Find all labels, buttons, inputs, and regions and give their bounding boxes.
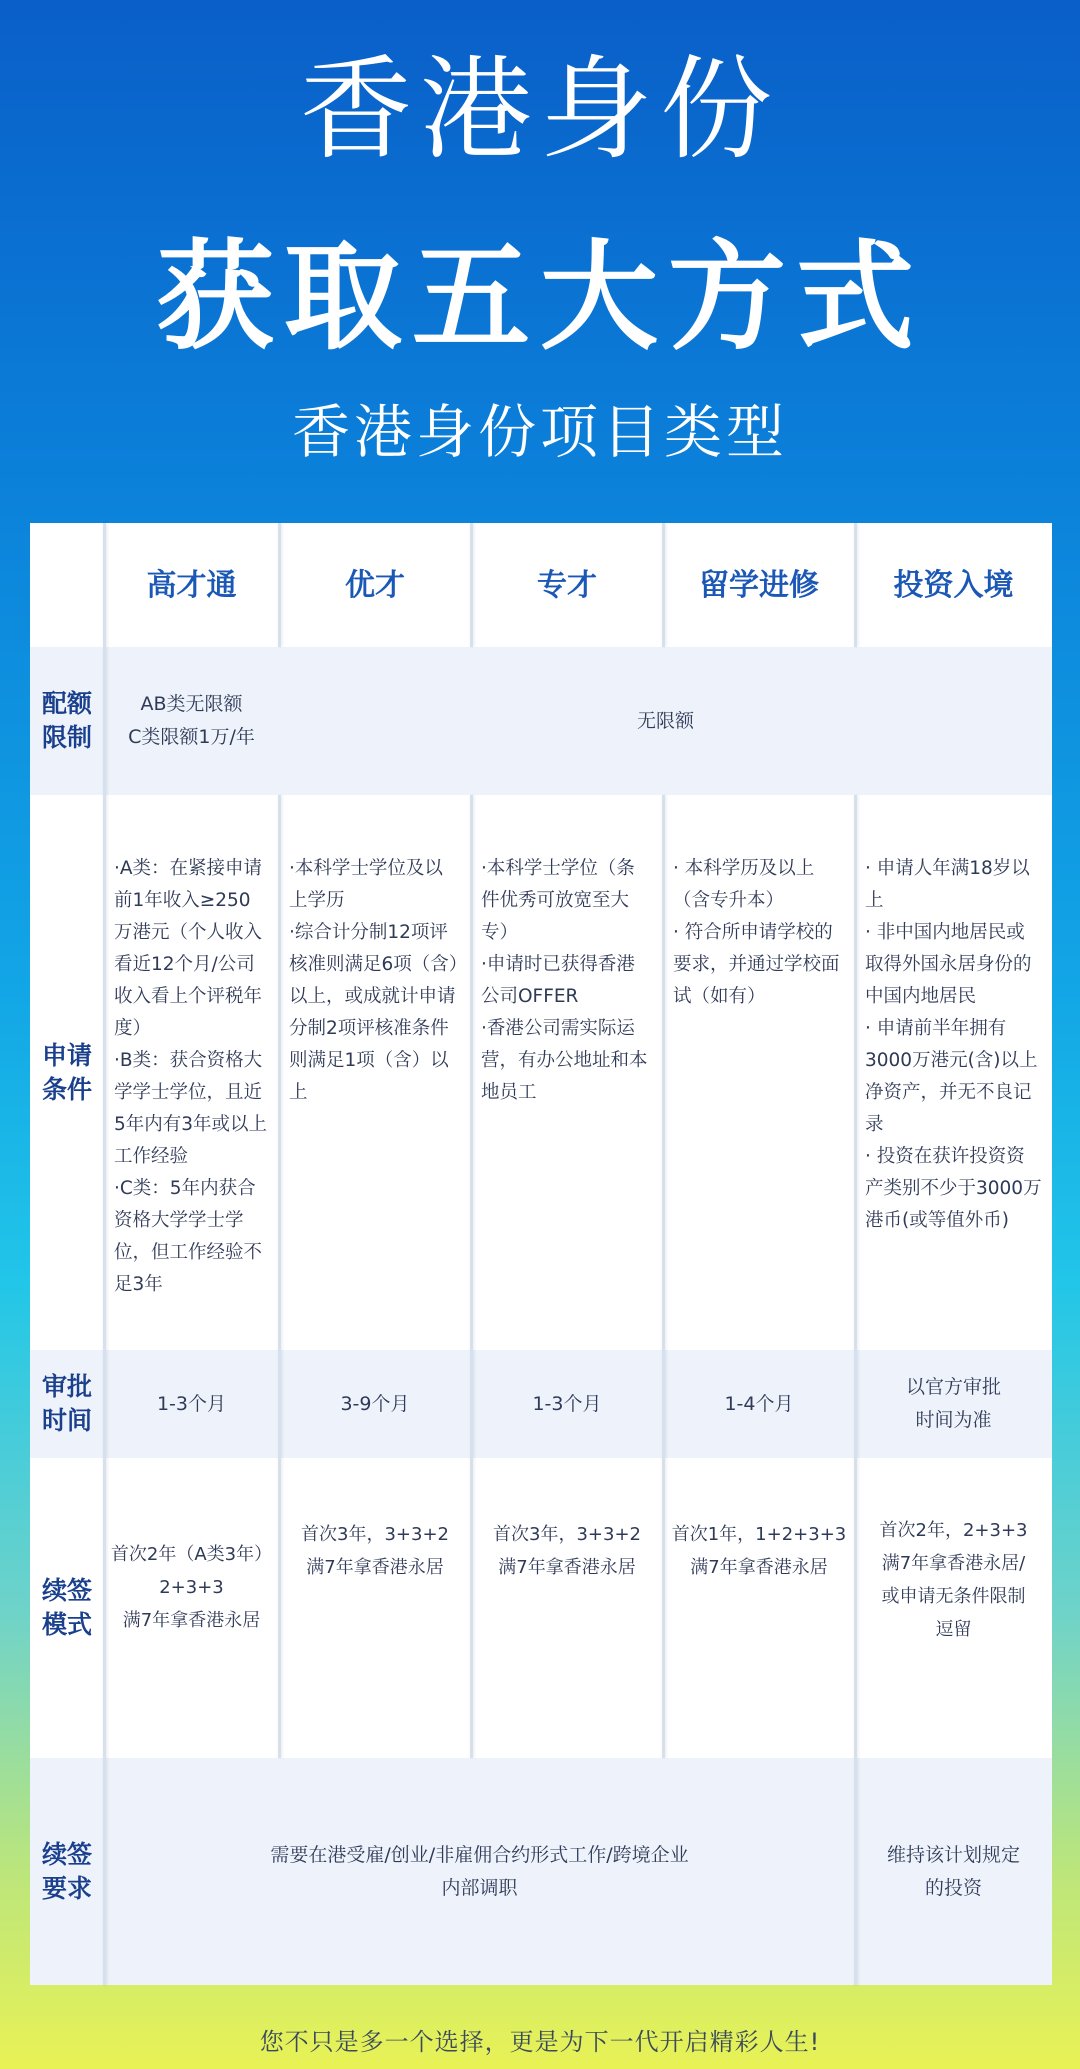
title-line-1: 香港身份 <box>300 45 780 175</box>
cell-quota-gaotaitong: AB类无限额 C类限额1万/年 <box>104 647 279 795</box>
subtitle: 香港身份项目类型 <box>291 398 788 466</box>
comparison-table <box>30 523 1052 1985</box>
poster-header <box>0 0 1080 520</box>
cell-approval-gaotaitong: 1-3个月 <box>104 1350 279 1458</box>
cell-conditions-gaotaitong: ·A类：在紧接申请前1年收入≥250万港元（个人收入看近12个月/公司收入看上个评税年度） ·B类：获合资格大学学士学位，且近5年内有3年或以上工作经验 ·C类：5年内获合资格大学学士学位，但工作经验不足3年 <box>114 858 268 1295</box>
row-header-conditions: 申请 条件 <box>41 1040 92 1104</box>
row-header-renewal-mode: 续签 模式 <box>41 1576 92 1639</box>
cell-conditions-liuxue: · 本科学历及以上（含专升本） · 符合所申请学校的要求，并通过学校面试（如有） <box>673 858 840 1007</box>
cell-conditions-youcai: ·本科学士学位及以上学历 ·综合计分制12项评核准则满足6项（含）以上，或成就计申请分制2项评核准条件则满足1项（含）以上 <box>289 858 459 1103</box>
cell-renewal-mode-gaotaitong: 首次2年（A类3年） 2+3+3 满7年拿香港永居 <box>110 1544 273 1631</box>
col-header-touzi: 投资入境 <box>893 567 1014 603</box>
cell-renewal-mode-liuxue: 首次1年，1+2+3+3 满7年拿香港永居 <box>671 1524 847 1578</box>
cell-renewal-req-touzi: 维持该计划规定 的投资 <box>855 1758 1052 1985</box>
col-header-liuxue: 留学进修 <box>699 567 819 603</box>
cell-renewal-req-shared: 需要在港受雇/创业/非雇佣合约形式工作/跨境企业 内部调职 <box>104 1758 855 1985</box>
col-header-zhuancai: 专才 <box>537 567 597 603</box>
divider <box>470 795 473 1758</box>
col-header-gaotaitong: 高才通 <box>146 567 237 603</box>
corner-cell <box>30 523 104 647</box>
cell-renewal-mode-youcai: 首次3年，3+3+2 满7年拿香港永居 <box>301 1524 449 1578</box>
cell-quota-others: 无限额 <box>279 647 1052 795</box>
cell-approval-liuxue: 1-4个月 <box>663 1350 855 1458</box>
divider <box>470 523 473 647</box>
divider <box>854 523 857 647</box>
divider <box>103 523 106 1985</box>
cell-conditions-touzi: · 申请人年满18岁以上 · 非中国内地居民或取得外国永居身份的中国内地居民 · 申请前半年拥有3000万港元(含)以上净资产，并无不良记录 · 投资在获许投资资产类别不少于3000万港币(或等值外币) <box>865 858 1042 1231</box>
row-header-renewal-req: 续签 要求 <box>30 1758 104 1985</box>
divider <box>662 523 665 647</box>
divider <box>662 795 665 1758</box>
cell-conditions-zhuancai: ·本科学士学位（条件优秀可放宽至大专） ·申请时已获得香港公司OFFER ·香港公司需实际运营，有办公地址和本地员工 <box>481 858 648 1103</box>
cell-approval-zhuancai: 1-3个月 <box>471 1350 663 1458</box>
divider <box>278 523 281 647</box>
cell-renewal-mode-zhuancai: 首次3年，3+3+2 满7年拿香港永居 <box>493 1524 641 1578</box>
footer-slogan: 您不只是多一个选择，更是为下一代开启精彩人生! <box>259 2028 821 2056</box>
col-header-youcai: 优才 <box>345 567 405 603</box>
cell-approval-touzi: 以官方审批 时间为准 <box>855 1350 1052 1458</box>
row-header-quota: 配额 限制 <box>30 647 104 795</box>
divider <box>854 795 857 1985</box>
cell-renewal-mode-touzi: 首次2年，2+3+3 满7年拿香港永居/ 或申请无条件限制 逗留 <box>879 1520 1028 1640</box>
cell-approval-youcai: 3-9个月 <box>279 1350 471 1458</box>
title-line-2: 获取五大方式 <box>155 228 924 366</box>
divider <box>278 795 281 1758</box>
row-header-approval: 审批 时间 <box>30 1350 104 1458</box>
